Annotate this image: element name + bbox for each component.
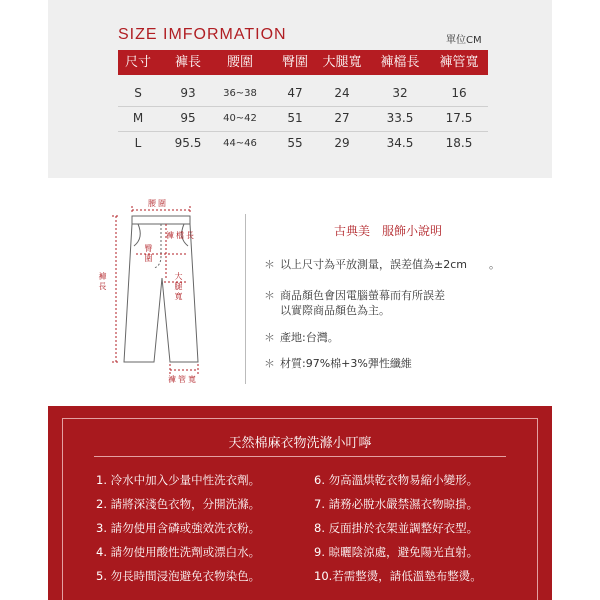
cell-size: L (134, 136, 142, 150)
size-unit-label: 單位CM (446, 35, 482, 46)
cell-thigh: 29 (334, 136, 350, 150)
care-item: 6. 勿高溫烘乾衣物易縮小變形。 (314, 473, 479, 487)
cell-length: 95 (180, 111, 196, 125)
divider (245, 214, 246, 384)
care-separator (94, 456, 506, 457)
note-text: 商品顏色會因電腦螢幕而有所誤差 (280, 289, 445, 302)
care-item: 3. 請勿使用含磷或強效洗衣粉。 (96, 521, 261, 535)
size-table-header (118, 50, 488, 75)
cell-rise: 34.5 (386, 136, 414, 150)
note-item-continuation: 以實際商品顏色為主。 (280, 304, 390, 317)
cell-length: 93 (180, 86, 196, 100)
diagram-label-hip: 臀圍 (144, 244, 153, 264)
cell-waist: 36~38 (223, 88, 257, 99)
bullet-star-icon: ＊ (264, 357, 275, 370)
care-item: 2. 請將深淺色衣物，分開洗滌。 (96, 497, 261, 511)
table-row (118, 81, 488, 107)
size-table-title: SIZE IMFORMATION (118, 26, 287, 43)
care-item: 4. 請勿使用酸性洗劑或漂白水。 (96, 545, 261, 559)
bullet-star-icon: ＊ (264, 258, 275, 271)
header-length: 褲長 (174, 55, 201, 70)
note-text: 材質:97%棉+3%彈性纖維 (280, 357, 412, 370)
care-item: 9. 晾曬陰涼處，避免陽光直射。 (314, 545, 479, 559)
pants-measurement-diagram (98, 192, 234, 388)
cell-size: S (134, 86, 142, 100)
note-item (264, 330, 339, 345)
cell-size: M (132, 111, 144, 125)
note-text: 產地:台灣。 (280, 331, 339, 344)
care-item: 1. 冷水中加入少量中性洗衣劑。 (96, 473, 261, 487)
diagram-label-rise: 褲檔長 (166, 231, 196, 240)
note-item (264, 356, 412, 371)
cell-hem: 16 (451, 86, 467, 100)
diagram-label-length: 褲長 (98, 272, 107, 292)
care-item: 10.若需整燙，請低溫墊布整燙。 (314, 569, 482, 583)
bullet-star-icon: ＊ (264, 331, 275, 344)
header-hem: 褲管寬 (439, 55, 479, 70)
cell-rise: 33.5 (386, 111, 414, 125)
cell-waist: 40~42 (223, 113, 257, 124)
header-hip: 臀圍 (281, 55, 308, 70)
header-size: 尺寸 (124, 55, 151, 70)
cell-thigh: 27 (334, 111, 350, 125)
bullet-star-icon: ＊ (264, 289, 275, 302)
cell-hip: 55 (287, 136, 303, 150)
care-item: 5. 勿長時間浸泡避免衣物染色。 (96, 569, 261, 583)
header-rise: 褲檔長 (380, 55, 420, 70)
note-text: 以上尺寸為平放測量，誤差值為±2cm 。 (280, 258, 500, 271)
care-item: 7. 請務必脫水嚴禁濕衣物晾掛。 (314, 497, 479, 511)
cell-length: 95.5 (174, 136, 202, 150)
cell-hip: 51 (287, 111, 303, 125)
header-thigh: 大腿寬 (322, 55, 362, 70)
cell-rise: 32 (392, 86, 408, 100)
table-row (118, 106, 488, 132)
header-waist: 腰圍 (226, 55, 253, 70)
pants-outline-icon (104, 192, 234, 388)
care-title: 天然棉麻衣物洗滌小叮嚀 (228, 436, 372, 451)
notes-title: 古典美 服飾小說明 (334, 224, 443, 238)
diagram-label-hem: 褲管寬 (168, 375, 198, 384)
cell-hip: 47 (287, 86, 303, 100)
cell-thigh: 24 (334, 86, 350, 100)
cell-waist: 44~46 (223, 138, 257, 149)
care-item: 8. 反面掛於衣架並調整好衣型。 (314, 521, 479, 535)
diagram-label-thigh: 大腿寬 (174, 272, 183, 302)
cell-hem: 18.5 (445, 136, 473, 150)
cell-hem: 17.5 (445, 111, 473, 125)
note-item (264, 288, 445, 303)
note-item (264, 257, 500, 272)
diagram-label-waist: 腰圍 (148, 199, 168, 208)
table-row (118, 131, 488, 156)
